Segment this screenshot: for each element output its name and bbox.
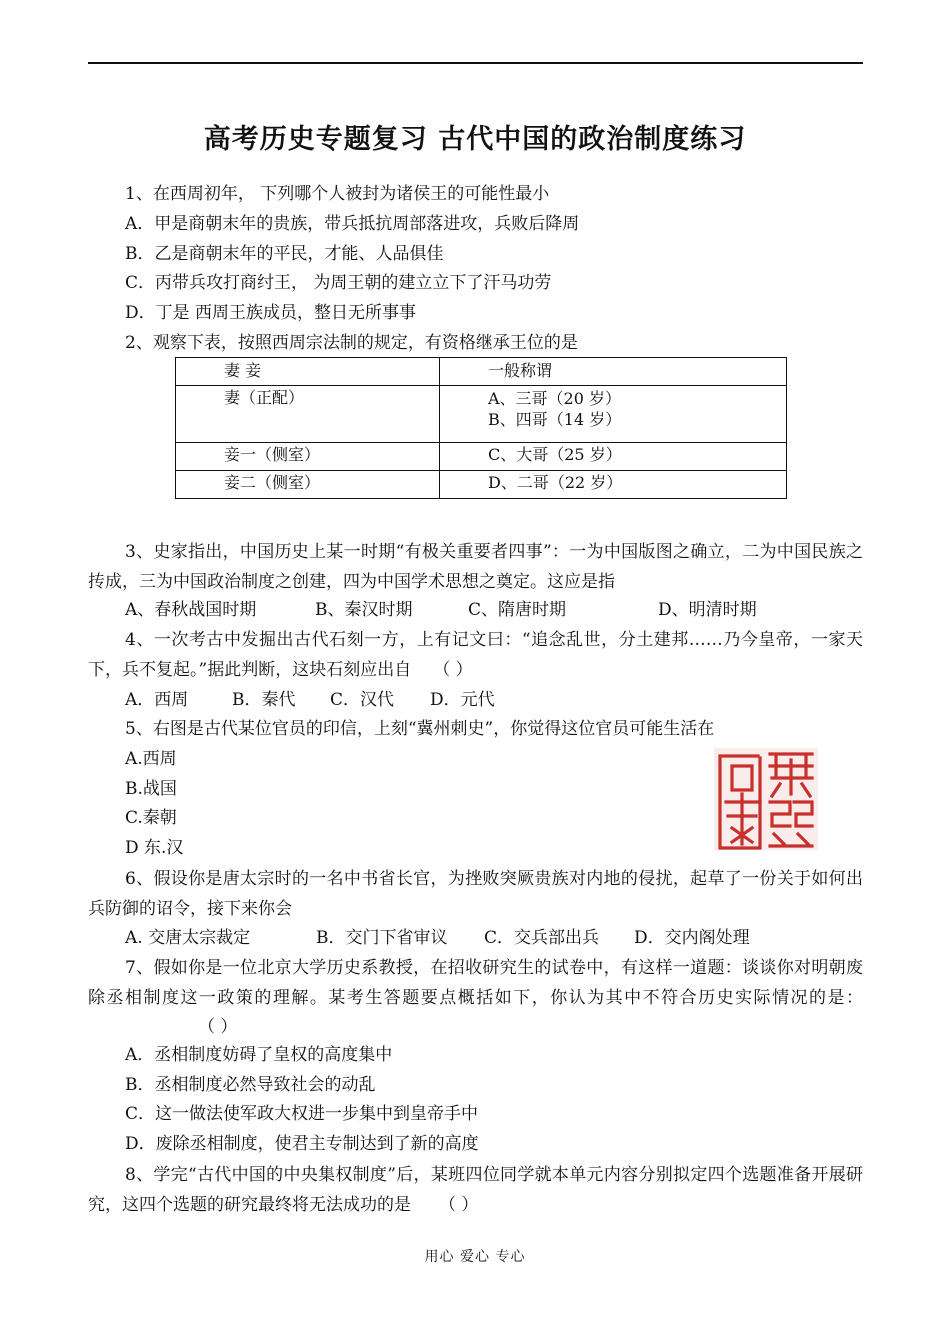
q6-option: D．交内阁处理 (634, 928, 750, 948)
q1-option-d: D．丁是 西周王族成员，整日无所事事 (125, 303, 417, 323)
q4-stem (88, 626, 863, 685)
page-title: 高考历史专题复习 古代中国的政治制度练习 (203, 124, 747, 155)
q7-option-a: A．丞相制度妨碍了皇权的高度集中 (125, 1045, 393, 1065)
q7-stem (88, 954, 863, 1043)
page-footer: 用心 爱心 专心 (424, 1249, 526, 1265)
table-header-wives: 妻 妾 (224, 361, 262, 380)
table-rule (176, 442, 786, 443)
q4-blank: （ ） (433, 659, 473, 680)
q6-option: B．交门下省审议 (316, 928, 448, 948)
q3-option: B、秦汉时期 (315, 600, 413, 620)
official-seal-image (710, 744, 822, 854)
q3-option: D、明清时期 (658, 600, 757, 620)
q3-stem: 3、史家指出，中国历史上某一时期“有极关重要者四事”：一为中国版图之确立，二为中国民族之抟成，三为中国政治制度之创建，四为中国学术思想之奠定。这应是指 (88, 542, 863, 592)
q5-option-d: D 东.汉 (125, 838, 184, 858)
q6-stem: 6、假设你是唐太宗时的一名中书省长官，为挫败突厥贵族对内地的侵扰，起草了一份关于如何出兵防御的诏令，接下来你会 (88, 869, 863, 919)
q4-text: 4、一次考古中发掘出古代石刻一方，上有记文曰：“追念乱世，分土建邦……乃今皇帝，一家天下，兵不复起。”据此判断，这块石刻应出自 (88, 630, 863, 680)
table-divider (439, 358, 440, 498)
q7-text: 7、假如你是一位北京大学历史系教授，在招收研究生的试卷中，有这样一道题：谈谈你对明朝废除丞相制度这一政策的理解。某考生答题要点概括如下，你认为其中不符合历史实际情况的是： (88, 958, 863, 1008)
q1-stem: 1、在西周初年， 下列哪个人被封为诸侯王的可能性最小 (125, 184, 550, 204)
q5-option-a: A.西周 (125, 749, 177, 769)
succession-table (175, 357, 787, 499)
q7-option-b: B．丞相制度必然导致社会的动乱 (125, 1075, 376, 1095)
table-cell: 妻（正配） (224, 388, 305, 407)
q6-option: A. 交唐太宗裁定 (125, 928, 251, 948)
q8-blank: （ ） (439, 1194, 479, 1215)
table-cell: C、大哥（25 岁） (488, 445, 622, 464)
table-cell: A、三哥（20 岁） (488, 389, 622, 408)
table-rule (176, 470, 786, 471)
q7-option-d: D．废除丞相制度，使君主专制达到了新的高度 (125, 1134, 479, 1154)
q4-option: B．秦代 (232, 690, 296, 710)
table-cell: 妾一（侧室） (224, 445, 321, 464)
q4-option: D．元代 (430, 690, 495, 710)
q8-text: 8、学完“古代中国的中央集权制度”后，某班四位同学就本单元内容分别拟定四个选题准备开展研究，这四个选题的研究最终将无法成功的是 (88, 1165, 863, 1215)
q8-stem (88, 1161, 863, 1220)
q4-options (125, 688, 495, 712)
q4-option: A．西周 (125, 690, 189, 710)
q3-option: A、春秋战国时期 (125, 600, 257, 620)
q4-option: C．汉代 (330, 690, 395, 710)
q5-stem: 5、右图是古代某位官员的印信，上刻“冀州刺史”，你觉得这位官员可能生活在 (125, 719, 715, 739)
q3-options (125, 598, 757, 622)
q1-option-b: B．乙是商朝末年的平民，才能、人品俱佳 (125, 244, 444, 264)
top-rule (88, 62, 863, 64)
q6-option: C．交兵部出兵 (484, 928, 600, 948)
q2-stem: 2、观察下表，按照西周宗法制的规定，有资格继承王位的是 (125, 333, 578, 353)
table-rule (176, 385, 786, 386)
table-header-titles: 一般称谓 (488, 361, 553, 380)
q5-option-c: C.秦朝 (125, 808, 177, 828)
table-cell: B、四哥（14 岁） (488, 410, 622, 429)
q7-option-c: C．这一做法使军政大权进一步集中到皇帝手中 (125, 1104, 479, 1124)
q3-option: C、隋唐时期 (468, 600, 567, 620)
q6-options (125, 926, 750, 950)
q1-option-c: C．丙带兵攻打商纣王， 为周王朝的建立立下了汗马功劳 (125, 273, 552, 293)
table-cell: D、二哥（22 岁） (488, 473, 623, 492)
table-cell: 妾二（侧室） (224, 473, 321, 492)
q5-option-b: B.战国 (125, 779, 177, 799)
q7-blank: （ ） (198, 1017, 238, 1037)
q1-option-a: A．甲是商朝末年的贵族，带兵抵抗周部落进攻，兵败后降周 (125, 214, 580, 234)
